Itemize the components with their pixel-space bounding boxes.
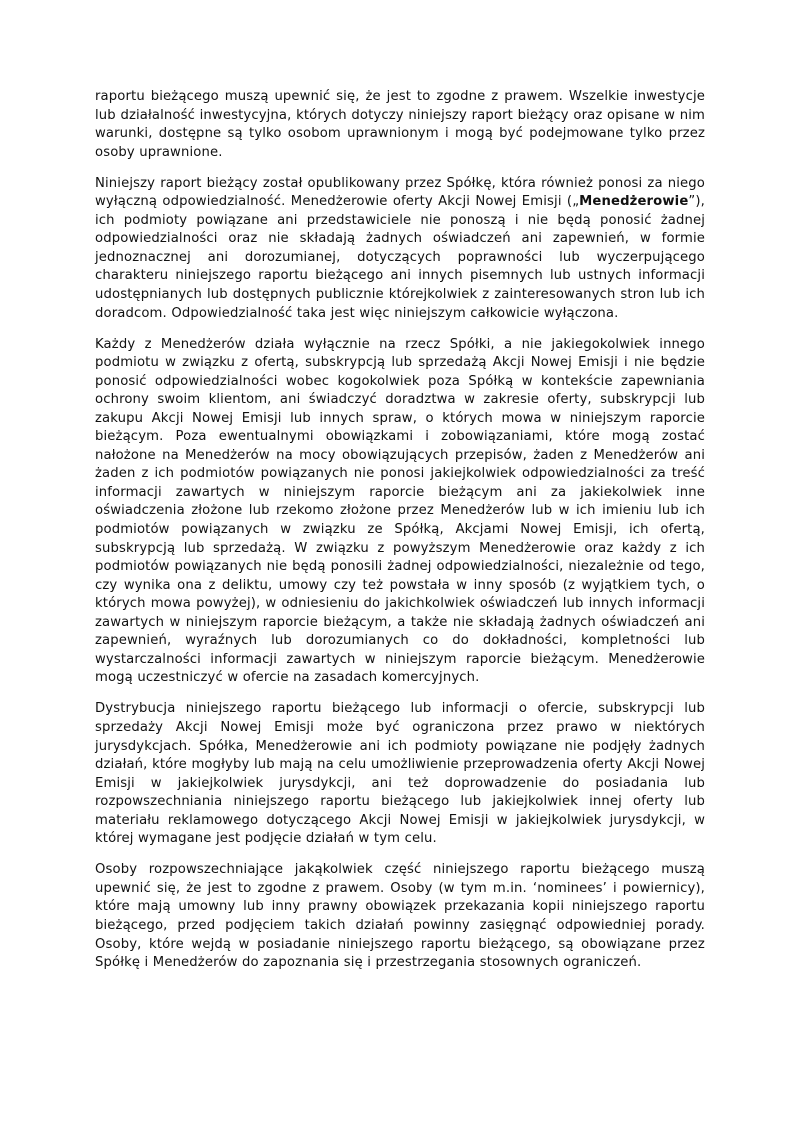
paragraph: Dystrybucja niniejszego raportu bieżącego lub informacji o ofercie, subskrypcji lub sprzedaży Akcji Nowej Emisji może być ograniczona przez prawo w niektórych jurysdykcjach. Spółka, Menedżerowie ani ich podmioty powiązane nie podjęły żadnych działań, które mogłyby lub mają na celu umożliwienie przeprowadzenia oferty Akcji Nowej Emisji w jakiejkolwiek jurysdykcji, ani też doprowadzenie do posiadania lub rozpowszechniania niniejszego raportu bieżącego lub jakiejkolwiek innej oferty lub materiału reklamowego dotyczącego Akcji Nowej Emisji w jakiejkolwiek jurysdykcji, w której wymagane jest podjęcie działań w tym celu. xyxy=(95,701,705,847)
paragraph-segment: Niniejszy raport bieżący został opublikowany przez Spółkę, która również ponosi za niego wyłączną odpowiedzialność. Menedżerowie oferty Akcji Nowej Emisji („ xyxy=(95,175,705,210)
paragraph: raportu bieżącego muszą upewnić się, że jest to zgodne z prawem. Wszelkie inwestycje lub działalność inwestycyjna, których dotyczy niniejszy raport bieżący oraz opisane w nim warunki, dostępne są tylko osobom uprawnionym i mogą być podejmowane tylko przez osoby uprawnione. xyxy=(95,89,705,160)
paragraph: Każdy z Menedżerów działa wyłącznie na rzecz Spółki, a nie jakiegokolwiek innego podmiotu w związku z ofertą, subskrypcją lub sprzedażą Akcji Nowej Emisji i nie będzie ponosić odpowiedzialności wobec kogokolwiek poza Spółką w kontekście zapewniania ochrony swoim klientom, ani świadczyć doradztwa w zakresie oferty, subskrypcji lub zakupu Akcji Nowej Emisji lub innych spraw, o których mowa w niniejszym raporcie bieżącym. Poza ewentualnymi obowiązkami i zobowiązaniami, które mogą zostać nałożone na Menedżerów na mocy obowiązujących przepisów, żaden z Menedżerów ani żaden z ich podmiotów powiązanych nie ponosi jakiejkolwiek odpowiedzialności za treść informacji zawartych w niniejszym raporcie bieżącym ani za jakiekolwiek inne oświadczenia złożone lub rzekomo złożone przez Menedżerów lub w ich imieniu lub ich podmiotów powiązanych w związku ze Spółką, Akcjami Nowej Emisji, ich ofertą, subskrypcją lub sprzedażą. W związku z powyższym Menedżerowie oraz każdy z ich podmiotów powiązanych nie będą ponosili żadnej odpowiedzialności, niezależnie od tego, czy wynika ona z deliktu, umowy czy też powstała w inny sposób (z wyjątkiem tych, o których mowa powyżej), w odniesieniu do jakichkolwiek oświadczeń lub innych informacji zawartych w niniejszym raporcie bieżącym, a także nie składają żadnych oświadczeń ani zapewnień, wyraźnych lub dorozumianych co do dokładności, kompletności lub wystarczalności informacji zawartych w niniejszym raporcie bieżącym. Menedżerowie mogą uczestniczyć w ofercie na zasadach komercyjnych. xyxy=(95,336,705,686)
defined-term-menedzerowie: Menedżerowie xyxy=(579,194,689,210)
paragraph: Osoby rozpowszechniające jakąkolwiek część niniejszego raportu bieżącego muszą upewnić się, że jest to zgodne z prawem. Osoby (w tym m.in. ‘nominees’ i powiernicy), które mają umowny lub inny prawny obowiązek przekazania kopii niniejszego raportu bieżącego, przed podjęciem takich działań powinny zasięgnąć odpowiedniej porady. Osoby, które wejdą w posiadanie niniejszego raportu bieżącego, są obowiązane przez Spółkę i Menedżerów do zapoznania się i przestrzegania stosownych ograniczeń. xyxy=(95,862,705,971)
document-text-body xyxy=(95,88,705,973)
paragraph xyxy=(95,175,705,323)
paragraph-segment: ”), ich podmioty powiązane ani przedstawiciele nie ponoszą i nie będą ponosić żadnej odpowiedzialności oraz nie składają żadnych oświadczeń ani zapewnień, w formie jednoznacznej ani dorozumianej, dotyczących poprawności lub wyczerpującego charakteru niniejszego raportu bieżącego ani innych pisemnych lub ustnych informacji udostępnianych lub dostępnych publicznie którejkolwiek z zainteresowanych stron lub ich doradcom. Odpowiedzialność taka jest więc niniejszym całkowicie wyłączona. xyxy=(95,194,705,321)
